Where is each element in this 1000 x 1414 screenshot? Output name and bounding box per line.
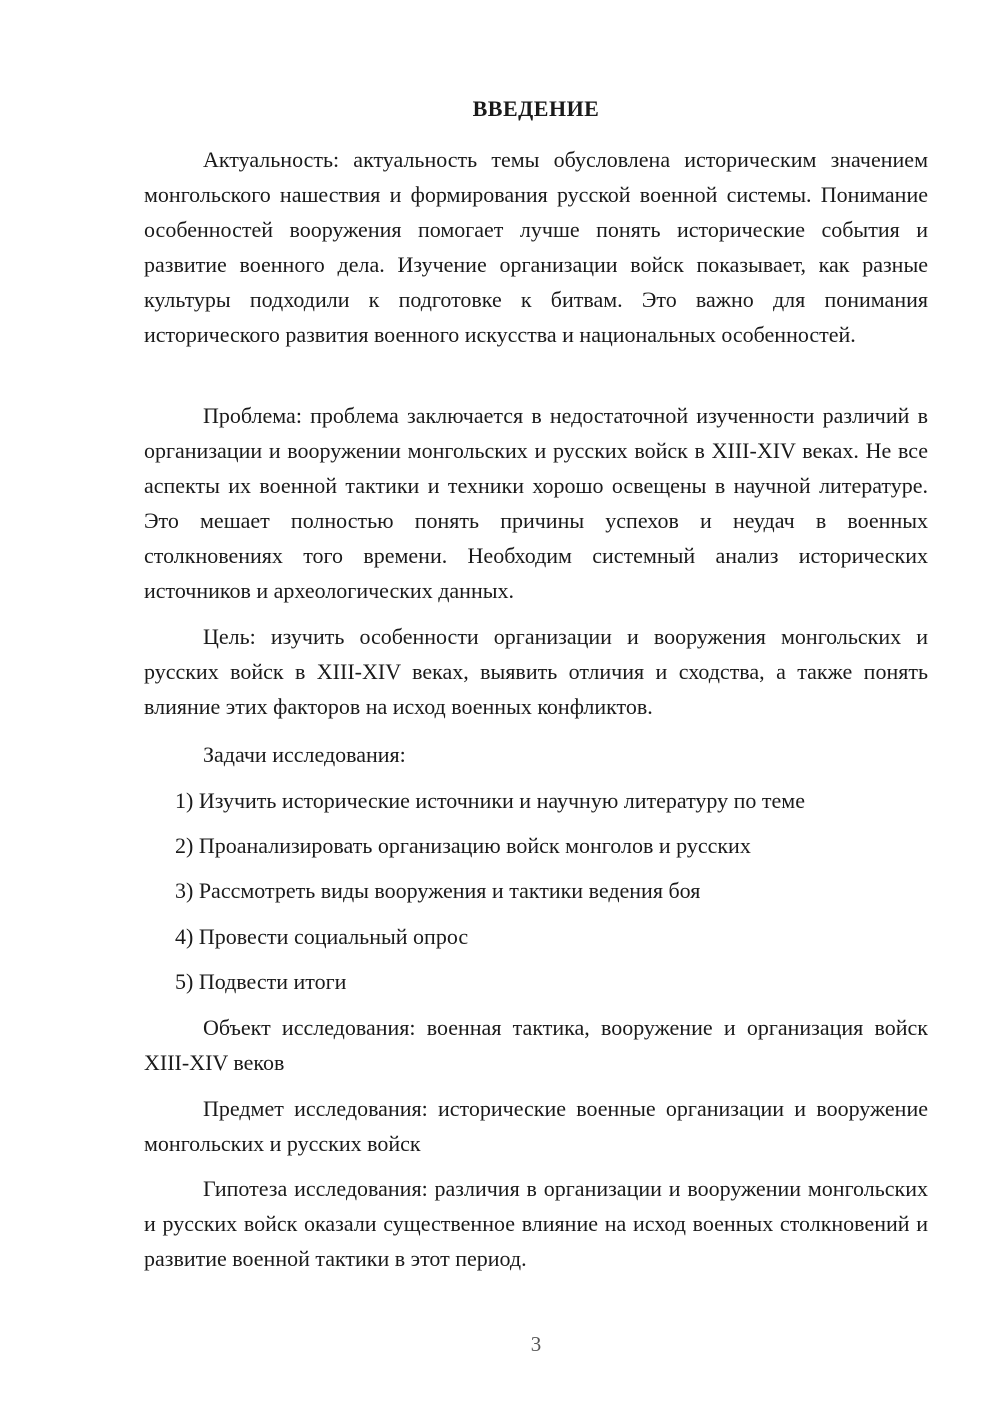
hypothesis-paragraph: Гипотеза исследования: различия в организации и вооружении монгольских и русских войск оказали существенное влияние на исход военных столкновений и развитие военной тактики в этот период.	[144, 1176, 928, 1271]
subject-paragraph: Предмет исследования: исторические военные организации и вооружение монгольских и русских войск	[144, 1096, 928, 1156]
task-item: 4) Провести социальный опрос	[175, 924, 469, 949]
task-item: 1) Изучить исторические источники и научную литературу по теме	[175, 788, 805, 813]
page-number: 3	[530, 1332, 542, 1356]
tasks-heading: Задачи исследования:	[203, 742, 406, 767]
goal-paragraph: Цель: изучить особенности организации и вооружения монгольских и русских войск в XIII-XIV веках, выявить отличия и сходства, а также понять влияние этих факторов на исход военных конфликтов.	[144, 624, 928, 719]
section-title: ВВЕДЕНИЕ	[472, 96, 600, 121]
task-item: 2) Проанализировать организацию войск монголов и русских	[175, 833, 751, 858]
relevance-paragraph: Актуальность: актуальность темы обусловлена историческим значением монгольского нашествия и формирования русской военной системы. Понимание особенностей вооружения помогает лучше понять исторические события и развитие военного дела. Изучение организации войск показывает, как разные культуры подходили к подготовке к битвам. Это важно для понимания исторического развития военного искусства и национальных особенностей.	[144, 147, 928, 347]
task-item: 3) Рассмотреть виды вооружения и тактики ведения боя	[175, 878, 701, 903]
problem-paragraph: Проблема: проблема заключается в недостаточной изученности различий в организации и вооружении монгольских и русских войск в XIII-XIV веках. Не все аспекты их военной тактики и техники хорошо освещены в научной литературе. Это мешает полностью понять причины успехов и неудач в военных столкновениях того времени. Необходим системный анализ исторических источников и археологических данных.	[144, 403, 928, 603]
task-item: 5) Подвести итоги	[175, 969, 347, 994]
object-paragraph: Объект исследования: военная тактика, вооружение и организация войск XIII-XIV веков	[144, 1015, 928, 1075]
